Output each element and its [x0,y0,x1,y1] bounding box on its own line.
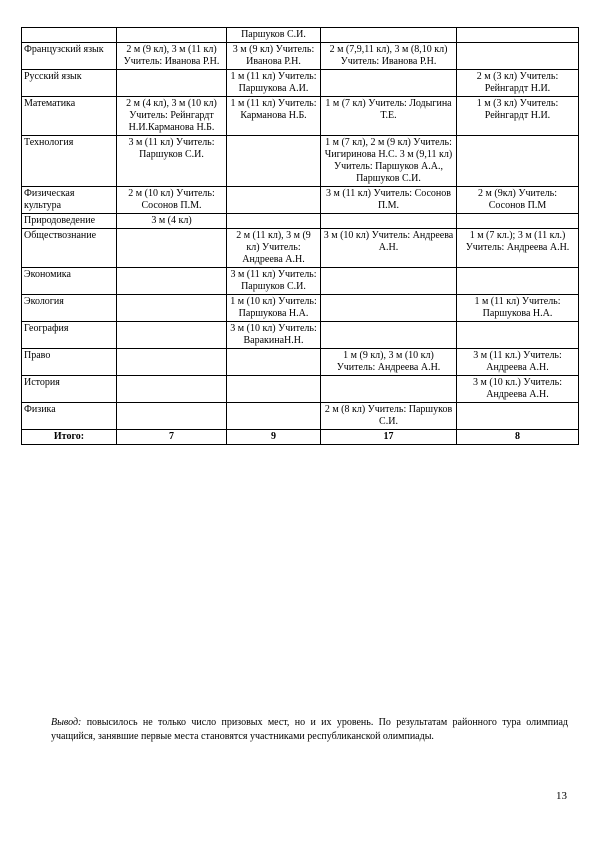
result-cell [117,376,227,403]
table-row [22,403,579,430]
result-cell: 2 м (11 кл), 3 м (9 кл) Учитель: Андреева А.Н. [227,229,321,268]
total-value: 8 [457,430,579,445]
total-row [22,430,579,445]
table-row [22,97,579,136]
subject-cell: Природоведение [22,214,117,229]
result-cell: 1 м (11 кл) Учитель: Паршукова Н.А. [457,295,579,322]
subject-cell: Математика [22,97,117,136]
result-cell: 3 м (11 кл.) Учитель: Андреева А.Н. [457,349,579,376]
result-cell [321,295,457,322]
result-cell [457,403,579,430]
result-cell [457,43,579,70]
result-cell [321,70,457,97]
conclusion-label: Вывод: [51,717,82,728]
subject-cell: Экономика [22,268,117,295]
subject-cell: Обществознание [22,229,117,268]
result-cell: 1 м (3 кл) Учитель: Рейнгардт Н.И. [457,97,579,136]
total-value: 9 [227,430,321,445]
result-cell: 2 м (10 кл) Учитель: Сосонов П.М. [117,187,227,214]
result-cell: 3 м (10 кл) Учитель: Андреева А.Н. [321,229,457,268]
subject-cell: География [22,322,117,349]
result-cell: 1 м (7 кл) Учитель: Лодыгина Т.Е. [321,97,457,136]
result-cell: 1 м (11 кл) Учитель: Карманова Н.Б. [227,97,321,136]
result-cell: 1 м (7 кл.); 3 м (11 кл.) Учитель: Андреева А.Н. [457,229,579,268]
result-cell: 2 м (3 кл) Учитель: Рейнгардт Н.И. [457,70,579,97]
conclusion-paragraph [51,716,568,744]
result-cell [117,403,227,430]
result-cell [457,136,579,187]
result-cell [457,214,579,229]
table-row [22,43,579,70]
result-cell: 2 м (9 кл), 3 м (11 кл) Учитель: Иванова Р.Н. [117,43,227,70]
result-cell: 3 м (9 кл) Учитель: Иванова Р.Н. [227,43,321,70]
subject-cell: Технология [22,136,117,187]
table-row [22,349,579,376]
subject-cell: История [22,376,117,403]
table-row [22,268,579,295]
table-row [22,187,579,214]
result-cell: 3 м (11 кл) Учитель: Сосонов П.М. [321,187,457,214]
subject-cell: Физика [22,403,117,430]
result-cell [227,214,321,229]
result-cell: 2 м (9кл) Учитель: Сосонов П.М [457,187,579,214]
result-cell [227,187,321,214]
total-value: 7 [117,430,227,445]
table-row [22,295,579,322]
result-cell: 3 м (11 кл) Учитель: Паршуков С.И. [117,136,227,187]
result-cell [227,403,321,430]
subject-cell: Французский язык [22,43,117,70]
conclusion-text: повысилось не только число призовых мест, но и их уровень. По результатам районного тура олимпиад учащийся, занявшие первые места становятся участниками республиканской олимпиады. [51,717,568,742]
result-cell [117,349,227,376]
result-cell: 3 м (10 кл.) Учитель: Андреева А.Н. [457,376,579,403]
result-cell: 1 м (9 кл), 3 м (10 кл) Учитель: Андреева А.Н. [321,349,457,376]
result-cell [227,376,321,403]
result-cell [117,229,227,268]
table-row [22,70,579,97]
result-cell: 1 м (11 кл) Учитель: Паршукова А.И. [227,70,321,97]
result-cell [321,268,457,295]
result-cell: 1 м (10 кл) Учитель: Паршукова Н.А. [227,295,321,322]
result-cell [457,322,579,349]
table-cell [457,28,579,43]
table-row-top [22,28,579,43]
result-cell: 3 м (4 кл) [117,214,227,229]
table-body [22,28,579,445]
result-cell [227,349,321,376]
subject-cell: Физическая культура [22,187,117,214]
result-cell [321,322,457,349]
table-row [22,229,579,268]
result-cell [117,268,227,295]
result-cell: 2 м (4 кл), 3 м (10 кл) Учитель: Рейнгардт Н.И.Карманова Н.Б. [117,97,227,136]
result-cell [117,70,227,97]
page-number: 13 [556,790,567,802]
table-cell [117,28,227,43]
table-cell [321,28,457,43]
table-cell [22,28,117,43]
result-cell [457,268,579,295]
subject-cell: Русский язык [22,70,117,97]
subject-cell: Экология [22,295,117,322]
result-cell: 3 м (11 кл) Учитель: Паршуков С.И. [227,268,321,295]
result-cell [117,322,227,349]
total-value: 17 [321,430,457,445]
result-cell: 1 м (7 кл), 2 м (9 кл) Учитель: Чигиринова Н.С. 3 м (9,11 кл) Учитель: Паршуков А.А., Паршуков С.И. [321,136,457,187]
subject-cell: Право [22,349,117,376]
olympiad-results-table [21,27,579,445]
result-cell: 3 м (10 кл) Учитель: ВаракинаН.Н. [227,322,321,349]
table-row [22,136,579,187]
result-cell [117,295,227,322]
table-row [22,376,579,403]
table-cell: Паршуков С.И. [227,28,321,43]
result-cell [321,376,457,403]
result-cell [227,136,321,187]
table-row [22,322,579,349]
result-cell [321,214,457,229]
table-row [22,214,579,229]
result-cell: 2 м (7,9,11 кл), 3 м (8,10 кл) Учитель: Иванова Р.Н. [321,43,457,70]
result-cell: 2 м (8 кл) Учитель: Паршуков С.И. [321,403,457,430]
total-label: Итого: [22,430,117,445]
